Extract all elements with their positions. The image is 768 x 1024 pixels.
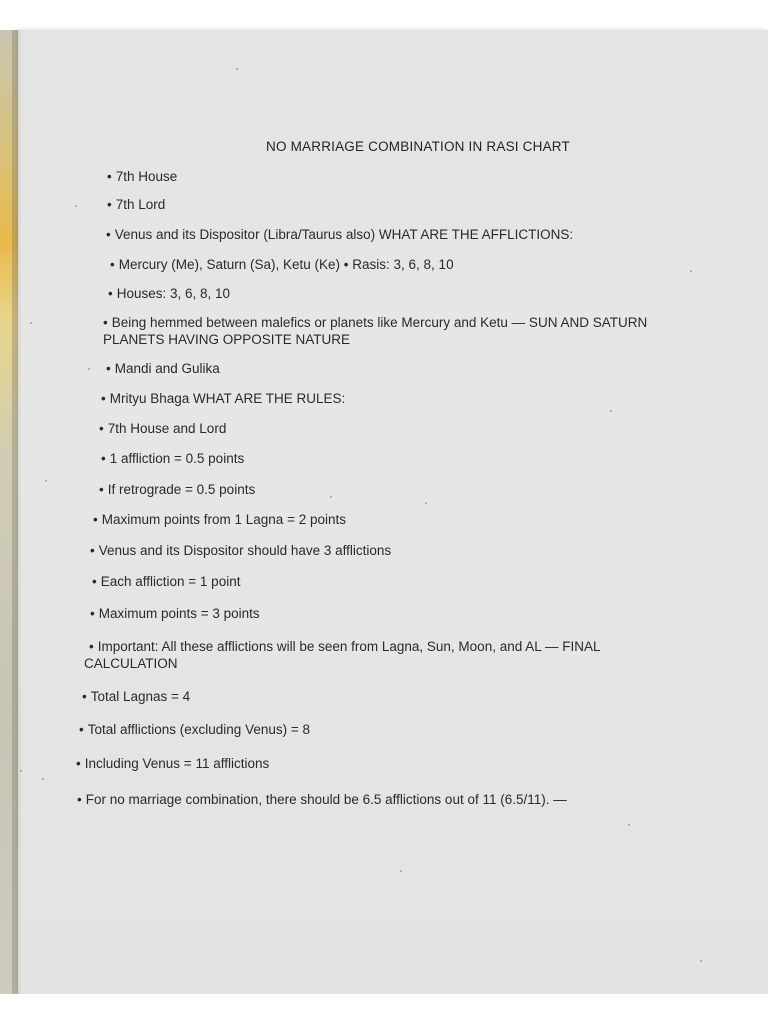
list-item: • Maximum points from 1 Lagna = 2 points xyxy=(93,512,346,527)
paper-speck xyxy=(690,270,692,272)
bottom-margin xyxy=(0,994,768,1024)
list-item-continuation: CALCULATION xyxy=(84,656,178,671)
list-item: • Being hemmed between malefics or planets like Mercury and Ketu — SUN AND SATURN xyxy=(103,315,648,330)
list-item: • 7th House xyxy=(107,169,178,184)
list-item: • If retrograde = 0.5 points xyxy=(99,482,256,497)
paper-speck xyxy=(400,870,402,872)
list-item: • Venus and its Dispositor should have 3 afflictions xyxy=(90,543,392,558)
list-item: • For no marriage combination, there should be 6.5 afflictions out of 11 (6.5/11). — xyxy=(77,792,567,807)
paper-edge-shadow xyxy=(12,30,22,994)
list-item: • 7th Lord xyxy=(107,197,166,212)
list-item: • 1 affliction = 0.5 points xyxy=(101,451,245,466)
paper-speck xyxy=(700,960,702,962)
list-item: • Including Venus = 11 afflictions xyxy=(76,756,270,771)
paper-speck xyxy=(30,322,32,324)
list-item-continuation: PLANETS HAVING OPPOSITE NATURE xyxy=(103,332,351,347)
list-item: • Total afflictions (excluding Venus) = 8 xyxy=(79,722,310,737)
paper-speck xyxy=(20,770,22,772)
list-item: • Mandi and Gulika xyxy=(106,361,220,376)
paper-speck xyxy=(330,496,332,498)
paper-speck xyxy=(75,205,77,207)
paper-speck xyxy=(425,502,427,504)
list-item: • 7th House and Lord xyxy=(99,421,227,436)
list-item: • Important: All these afflictions will be seen from Lagna, Sun, Moon, and AL — FINAL xyxy=(89,639,601,654)
paper-speck xyxy=(628,824,630,826)
top-margin xyxy=(0,0,768,30)
paper-speck xyxy=(45,480,47,482)
list-item: • Total Lagnas = 4 xyxy=(82,689,191,704)
list-item: • Each affliction = 1 point xyxy=(92,574,241,589)
paper-speck xyxy=(42,778,44,780)
paper-speck xyxy=(236,68,238,70)
list-item: • Houses: 3, 6, 8, 10 xyxy=(108,286,231,301)
paper-speck xyxy=(610,410,612,412)
list-item: • Venus and its Dispositor (Libra/Taurus also) WHAT ARE THE AFFLICTIONS: xyxy=(106,227,574,242)
list-item: • Mrityu Bhaga WHAT ARE THE RULES: xyxy=(101,391,346,406)
page-title: NO MARRIAGE COMBINATION IN RASI CHART xyxy=(266,139,570,154)
list-item: • Mercury (Me), Saturn (Sa), Ketu (Ke) • Rasis: 3, 6, 8, 10 xyxy=(110,257,454,272)
paper-speck xyxy=(88,368,90,370)
list-item: • Maximum points = 3 points xyxy=(90,606,260,621)
